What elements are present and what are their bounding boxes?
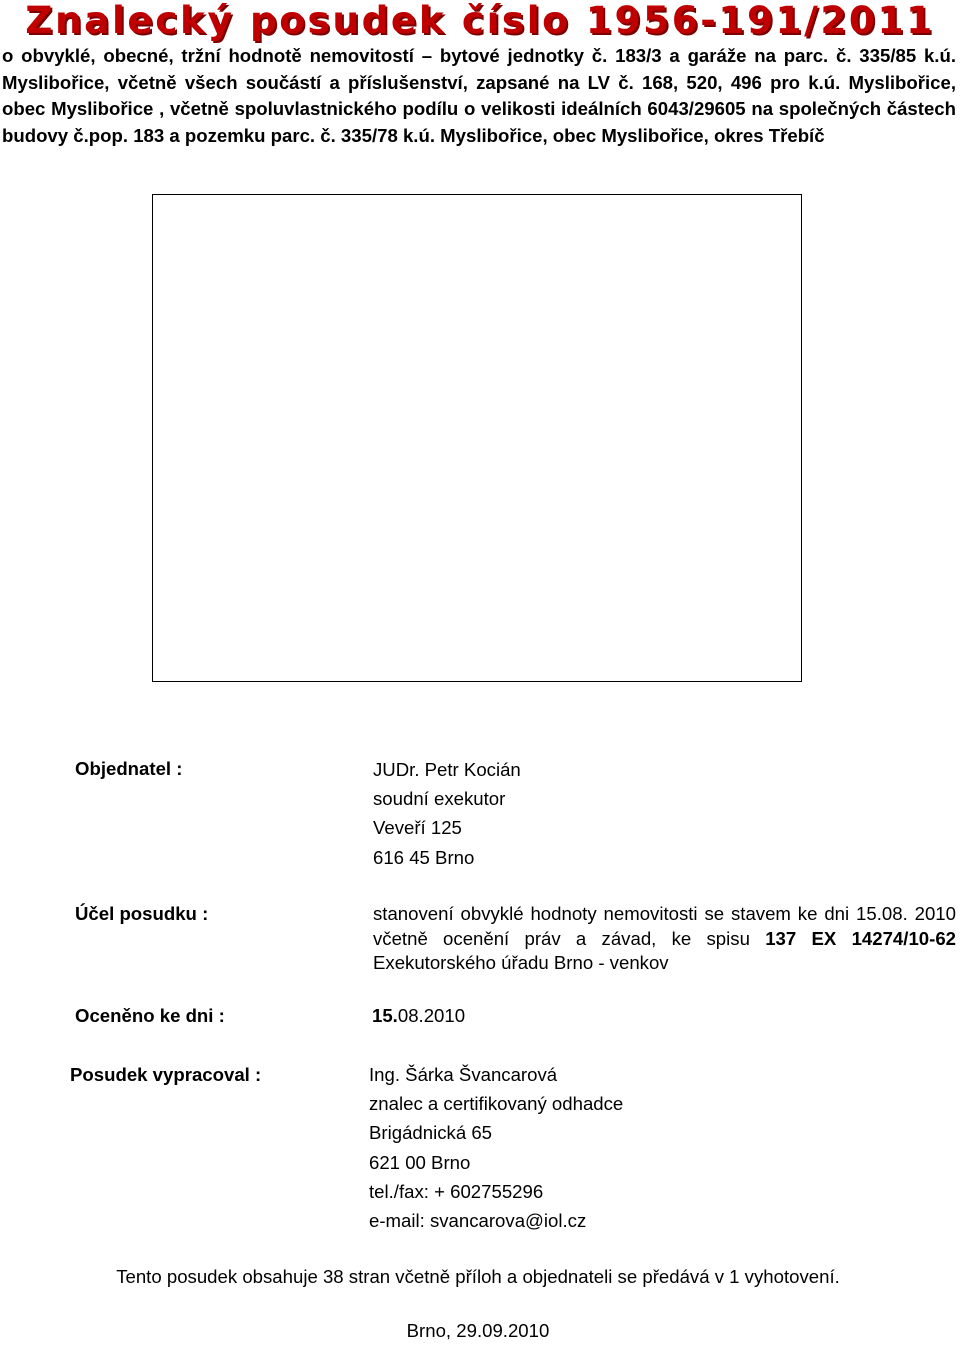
- author-city: 621 00 Brno: [369, 1151, 471, 1173]
- valuation-date-label: Oceněno ke dni :: [75, 1005, 225, 1026]
- author-phone: tel./fax: + 602755296: [369, 1180, 544, 1202]
- author-block: [369, 1060, 623, 1235]
- valuation-date-day: 15.: [372, 1005, 398, 1026]
- document-subtitle: o obvyklé, obecné, tržní hodnotě nemovitostí – bytové jednotky č. 183/3 a garáže na parc. č. 335/85 k.ú. Myslibořice, včetně všech součástí a příslušenství, zapsané na LV č. 168, 520, 496 pro k.ú. Myslibořice, obec Myslibořice , včetně spoluvlastnického podílu o velikosti ideálních 6043/29605 na společných částech budovy č.pop. 183 a pozemku parc. č. 335/78 k.ú. Myslibořice, obec Myslibořice, okres Třebíč: [2, 45, 956, 146]
- client-city: 616 45 Brno: [373, 846, 475, 868]
- purpose-text-c: Exekutorského úřadu Brno - venkov: [373, 952, 669, 974]
- client-street: Veveří 125: [373, 817, 462, 839]
- photo-placeholder: [152, 194, 802, 682]
- purpose-text: [373, 902, 956, 976]
- author-label: Posudek vypracoval :: [70, 1064, 262, 1085]
- document-title: Znalecký posudek číslo 1956-191/2011: [25, 0, 935, 42]
- purpose-text-a: stanovení obvyklé hodnoty nemovitosti se stavem ke dni 15.08. 2010 včetně ocenění práv a závad, ke spisu: [373, 903, 956, 949]
- client-block: [373, 755, 521, 872]
- client-name: JUDr. Petr Kocián: [373, 759, 521, 780]
- client-role: soudní exekutor: [373, 788, 506, 810]
- author-role: znalec a certifikovaný odhadce: [369, 1093, 624, 1115]
- valuation-date-value: [372, 1001, 465, 1030]
- purpose-file-number: 137 EX 14274/10-62: [765, 927, 956, 949]
- purpose-label: Účel posudku :: [75, 903, 209, 924]
- page-count-note: Tento posudek obsahuje 38 stran včetně příloh a objednateli se předává v 1 vyhotovení.: [116, 1266, 840, 1287]
- author-email: e-mail: svancarova@iol.cz: [369, 1210, 587, 1232]
- author-name: Ing. Šárka Švancarová: [369, 1064, 558, 1085]
- client-label: Objednatel :: [75, 758, 183, 779]
- valuation-date-rest: 08.2010: [397, 1005, 466, 1026]
- place-and-date: Brno, 29.09.2010: [406, 1320, 550, 1341]
- author-street: Brigádnická 65: [369, 1122, 493, 1144]
